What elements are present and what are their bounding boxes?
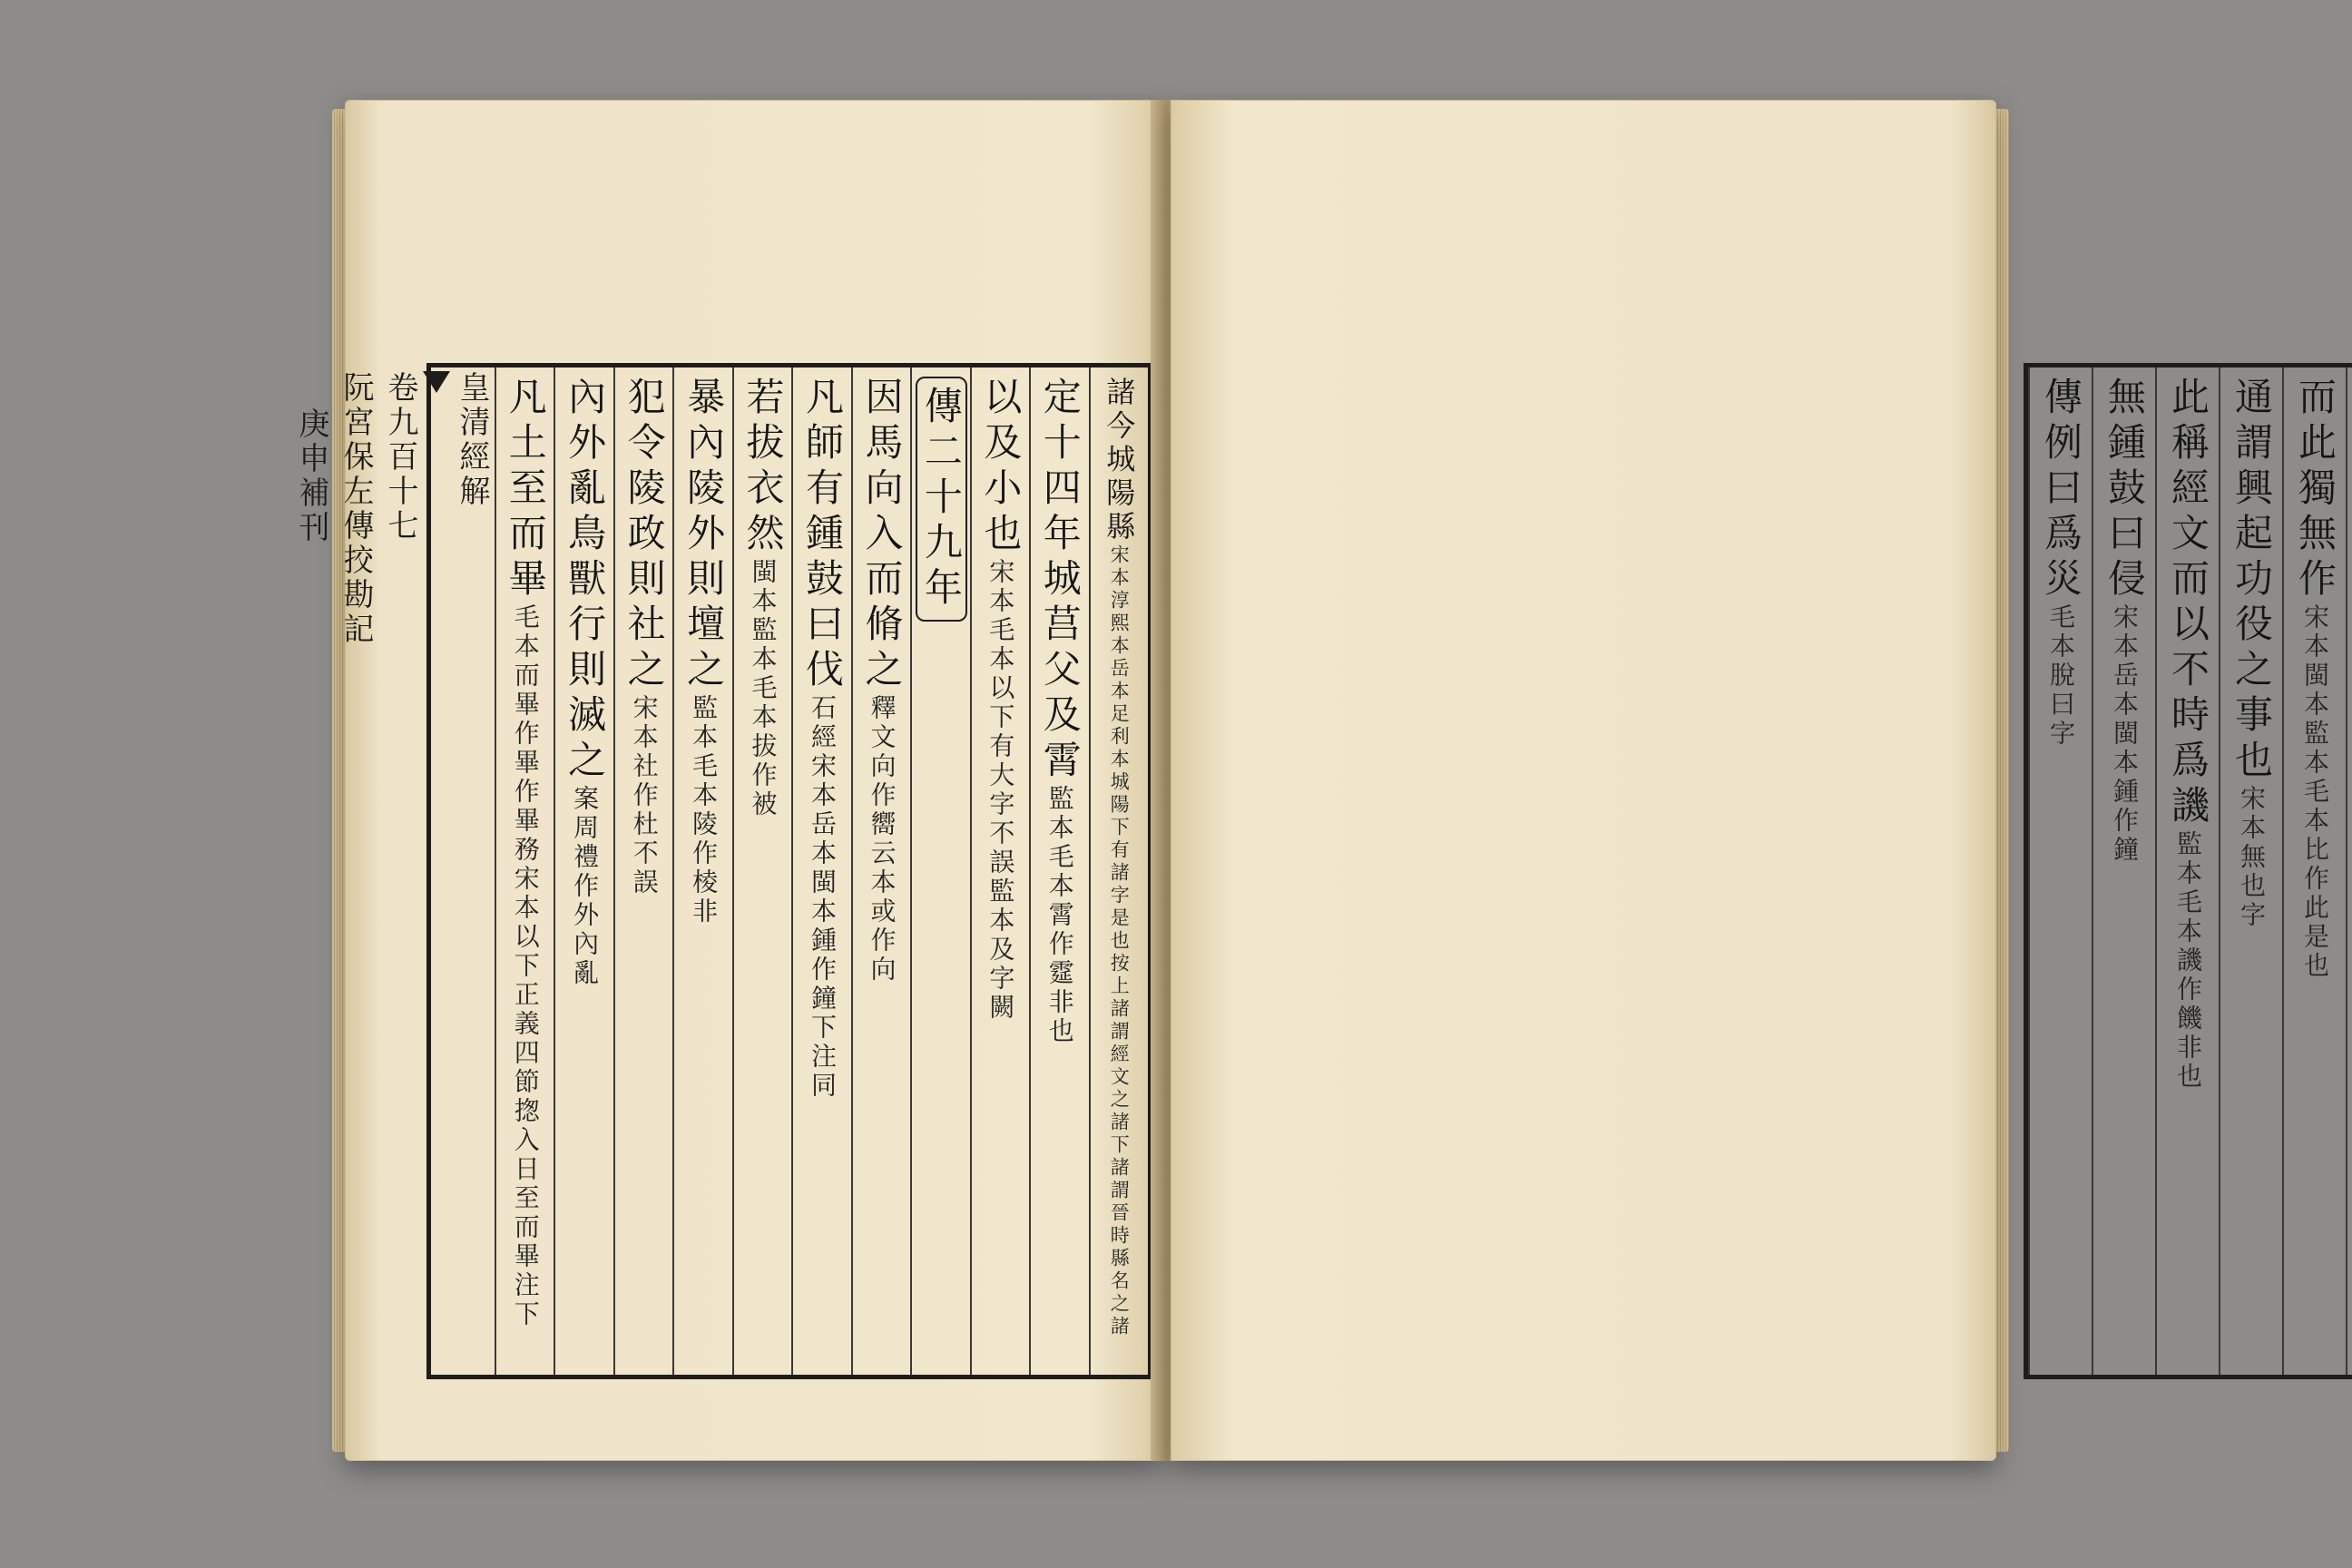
right-page-edges <box>1994 109 2009 1452</box>
column-text <box>2039 377 2083 749</box>
column-text <box>740 377 786 819</box>
text-column <box>2092 368 2155 1375</box>
left-banner-title: 皇清經解 <box>454 371 490 509</box>
text-column <box>2028 368 2092 1375</box>
main-text: 犯令陵政則社之 <box>622 377 667 694</box>
text-column <box>2282 368 2346 1375</box>
left-banner-volume: 卷九百十七 <box>382 371 418 544</box>
main-text: 凡師有鍾鼓曰伐 <box>799 377 845 694</box>
column-text <box>918 377 964 622</box>
left-print-frame <box>293 363 1152 1379</box>
main-text: 若拔衣然 <box>740 377 786 558</box>
text-column <box>2219 368 2282 1375</box>
text-column <box>613 368 672 1375</box>
text-column <box>1089 368 1148 1375</box>
main-text: 諸今城陽縣 <box>1102 377 1137 544</box>
main-text: 無鍾鼓曰侵 <box>2102 377 2147 603</box>
text-column <box>851 368 910 1375</box>
open-book <box>293 91 2337 1479</box>
commentary-note: 宋本岳本閩本鍾作鐘 <box>2110 603 2140 865</box>
text-column <box>791 368 850 1375</box>
commentary-note: 案周禮作外內亂 <box>570 785 601 988</box>
right-print-frame <box>2024 363 2352 1379</box>
column-text <box>2166 377 2210 1092</box>
commentary-note: 監本毛本陵作棱非 <box>689 694 720 926</box>
left-banner <box>293 371 495 1371</box>
text-column <box>1029 368 1088 1375</box>
text-column <box>495 368 554 1375</box>
column-text <box>859 377 905 985</box>
text-column <box>672 368 731 1375</box>
commentary-note: 閩本監本毛本拔作被 <box>748 558 779 819</box>
main-text: 暴內陵外則壇之 <box>681 377 727 694</box>
column-text <box>622 377 667 897</box>
column-text <box>2230 377 2274 930</box>
main-text: 傳例曰爲災 <box>2039 377 2083 603</box>
commentary-note: 石經宋本岳本閩本鍾作鐘下注同 <box>807 694 838 1101</box>
column-text <box>978 377 1024 1023</box>
commentary-note: 監本毛本霄作𩃀非也 <box>1044 785 1075 1046</box>
commentary-note: 監本毛本譏作饑非也 <box>2173 830 2203 1092</box>
main-text: 定十四年城莒父及霄 <box>1037 377 1083 785</box>
main-text: 內外亂鳥獸行則滅之 <box>563 377 608 785</box>
main-text: 此稱經文而以不時爲譏 <box>2166 377 2210 830</box>
commentary-note: 宋本毛本以下有大字不誤監本及字闕 <box>985 558 1016 1023</box>
column-text <box>2293 377 2337 981</box>
section-heading: 傳二十九年 <box>916 377 967 622</box>
commentary-note: 宋本社作杜不誤 <box>629 694 660 897</box>
column-text <box>799 377 845 1101</box>
main-text: 通謂興起功役之事也 <box>2230 377 2274 785</box>
column-text <box>563 377 608 988</box>
commentary-note: 宋本閩本監本毛本比作此是也 <box>2300 603 2330 981</box>
column-text <box>681 377 727 926</box>
heading-column <box>910 368 969 1375</box>
column-text <box>1102 377 1137 1338</box>
text-column <box>2155 368 2219 1375</box>
text-column <box>732 368 791 1375</box>
left-banner-subtitle: 阮宮保左傳挍勘記 <box>338 371 374 647</box>
fold-mark-icon <box>423 371 450 393</box>
commentary-note: 宋本無也字 <box>2237 785 2267 930</box>
text-column <box>2346 368 2352 1375</box>
text-column <box>554 368 612 1375</box>
right-page <box>1171 100 2337 1461</box>
column-text <box>2102 377 2147 865</box>
commentary-note: 宋本淳熙本岳本足利本城陽下有諸字是也按上諸謂經文之諸下諸謂晉時縣名之諸 <box>1108 544 1131 1338</box>
commentary-note: 毛本脫曰字 <box>2046 603 2076 749</box>
main-text: 而此獨無作 <box>2293 377 2337 603</box>
commentary-note: 毛本而畢作畢作畢務宋本以下正義四節揔入日至而畢注下 <box>510 603 541 1329</box>
commentary-note: 釋文向作嚮云本或作向 <box>867 694 897 985</box>
main-text: 凡土至而畢 <box>503 377 548 603</box>
main-text: 因馬向入而脩之 <box>859 377 905 694</box>
column-text <box>503 377 548 1329</box>
left-page <box>293 100 1161 1461</box>
left-banner-footer: 庚申補刊 <box>293 407 329 545</box>
column-text <box>1037 377 1083 1046</box>
text-column <box>970 368 1029 1375</box>
main-text: 以及小也 <box>978 377 1024 558</box>
